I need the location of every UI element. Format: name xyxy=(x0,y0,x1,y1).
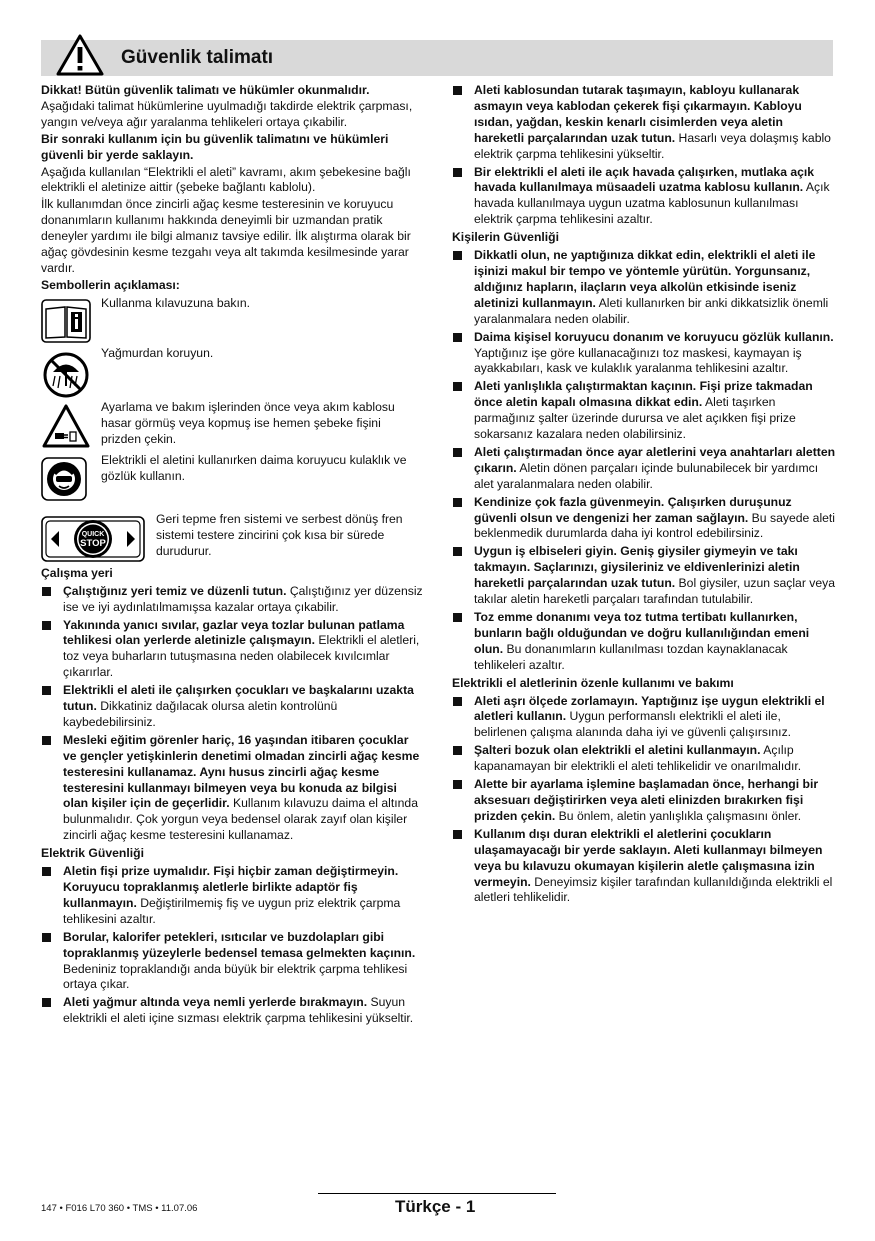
symbol-text: Ayarlama ve bakım işlerinden önce veya akım kablosu hasar görmüş veya kopmuş ise hemen şebeke fişini prizden çekin. xyxy=(101,399,395,446)
list-item: Alette bir ayarlama işlemine başlamadan önce, herhangi bir aksesuarı değiştirirken veya aleti elinizden bırakırken fişi prizden çekin. Bu önlem, aletin yanlışlıkla çalışmasını önler. xyxy=(452,777,836,825)
warning-triangle-icon xyxy=(55,33,105,77)
electrical-safety-heading: Elektrik Güvenliği xyxy=(41,846,144,861)
page-title: Güvenlik talimatı xyxy=(121,47,274,68)
intro-keep-instructions: Bir sonraki kullanım için bu güvenlik talimatını ve hükümleri güvenli bir yerde saklayın. xyxy=(41,131,389,162)
list-item: Kullanım dışı duran elektrikli el aletlerini çocukların ulaşamayacağı bir yerde saklayın. Aleti kullanmayı bilmeyen veya bu kılavuzu okumayan kişilerin aletle çalışmasına izin vermeyin. Deneyimsiz kişiler tarafından kullanıldığında elektrikli el aletleri tehlikelidir. xyxy=(452,827,836,907)
document-code: 147 • F016 L70 360 • TMS • 11.07.06 xyxy=(41,1203,198,1214)
page-language-number: Türkçe - 1 xyxy=(395,1197,476,1216)
list-item: Şalteri bozuk olan elektrikli el aletini kullanmayın. Açılıp kapanamayan bir elektrikli el aleti tehlikelidir ve onarılmalıdır. xyxy=(452,743,836,775)
list-item: Kendinize çok fazla güvenmeyin. Çalışırken duruşunuz güvenli olsun ve dengenizi her zaman sağlayın. Bu sayede aleti beklenmedik durumlarda daha iyi kontrol edebilirsiniz. xyxy=(452,495,836,543)
symbols-heading: Sembollerin açıklaması: xyxy=(41,277,180,292)
symbol-row xyxy=(41,400,423,451)
list-item: Çalıştığınız yeri temiz ve düzenli tutun. Çalıştığınız yer düzensiz ise ve iyi aydınlatılmamışsa kazalar ortaya çıkabilir. xyxy=(41,584,423,616)
section-header xyxy=(41,40,833,76)
intro-warning: Dikkat! Bütün güvenlik talimatı ve hükümler okunmalıdır. Aşağıdaki talimat hükümlerine uyulmadığı takdirde elektrik çarpması, yangın ve/veya ağır yaralanma tehlikeleri ortaya çıkabilir. xyxy=(41,83,413,129)
quick-label: QUICK xyxy=(81,530,105,538)
symbol-text: Geri tepme fren sistemi ve serbest dönüş fren sistemi testere zincirini çok kısa bir sürede durudurur. xyxy=(156,511,403,558)
unplug-warning-icon xyxy=(41,403,91,449)
symbol-row xyxy=(41,453,423,510)
list-item: Daima kişisel koruyucu donanım ve koruyucu gözlük kullanın. Yaptığınız işe göre kullanacağınızı toz maskesi, kaymayan iş ayakkabıları, kask ve kulaklık yaralanma tehlikesini azaltır. xyxy=(452,330,836,378)
intro-definition: Aşağıda kullanılan “Elektrikli el aleti” kavramı, akım şebekesine bağlı elektrikli el aletinize aittir (şebeke bağlantı kablolu). xyxy=(41,164,411,195)
list-item: Bir elektrikli el aleti ile açık havada çalışırken, mutlaka açık havada kullanılmaya müsaadeli uzatma kablosu kullanın. Açık havada kullanılmaya uygun uzatma kablosunun kullanılması elektrik çarpma tehlikesini azaltır. xyxy=(452,165,836,229)
left-column xyxy=(41,83,423,1029)
symbol-text: Yağmurdan koruyun. xyxy=(101,345,214,360)
symbol-row xyxy=(41,346,423,398)
footer-divider xyxy=(318,1193,556,1194)
list-item: Mesleki eğitim görenler hariç, 16 yaşından itibaren çocuklar ve gençler yetişkinlerin denetimi olmadan zincirli ağaç kesme testeresini kullanamaz. Aynı husus zincirli ağaç kesme testeresini kullanmayı bilmeyen veya bu konuda az bilgisi olan kişiler için de geçerlidir. Kullanım kılavuzu daima el altında bulunmalıdır. Çok yorgun veya bedensel olarak zayıf olan kişiler zincirli ağaç kesme testeresini kullanamaz. xyxy=(41,733,423,844)
tool-care-heading: Elektrikli el aletlerinin özenle kullanımı ve bakımı xyxy=(452,675,734,690)
quick-stop-icon xyxy=(41,516,145,562)
right-column xyxy=(452,83,836,908)
list-item: Toz emme donanımı veya toz tutma tertibatı kullanırken, bunların bağlı olduğundan ve doğru kullanılığından emeni olun. Bu donanımların kullanılması tozdan kaynaklanacak tehlikeleri azaltır. xyxy=(452,610,836,674)
list-item: Elektrikli el aleti ile çalışırken çocukları ve başkalarını uzakta tutun. Dikkatiniz dağılacak olursa aletin kontrolünü kaybedebilirsiniz. xyxy=(41,683,423,731)
intro-training: İlk kullanımdan önce zincirli ağaç kesme testeresinin ve koruyucu donanımların kullanımı hakkında deneyimli bir uzmandan pratik deneyler yardımı ile bilgi almanız tavsiye edilir. İlk alıştırma olarak bir ağaç gövdesinin kesme tezgahı veya alt takımda kesilmesinde yarar vardır. xyxy=(41,197,411,275)
personal-safety-heading: Kişilerin Güvenliği xyxy=(452,230,560,245)
symbol-text: Kullanma kılavuzuna bakın. xyxy=(101,295,251,310)
list-item: Aleti yağmur altında veya nemli yerlerde bırakmayın. Suyun elektrikli el aleti içine sızması elektrik çarpma tehlikesini yükseltir. xyxy=(41,995,423,1027)
stop-label: STOP xyxy=(80,537,106,549)
list-item: Dikkatli olun, ne yaptığınıza dikkat edin, elektrikli el aleti ile işinizi makul bir tempo ve yöntemle yürütün. Yorgunsanız, aldığınız hapların, ilaçların veya alkolün etkisinde iseniz aletinizi kullanmayın. Aleti kullanırken bir anki dikkatsizlik önemli yaralanmalara neden olabilir. xyxy=(452,248,836,328)
list-item: Aleti yanlışlıkla çalıştırmaktan kaçının. Fişi prize takmadan önce aletin kapalı olmasına dikkat edin. Aleti taşırken parmağınız şalter üzerinde durursa ve alet açıkken fişi prize sokarsanız kazalara neden olabilirsiniz. xyxy=(452,379,836,443)
list-item: Yakınında yanıcı sıvılar, gazlar veya tozlar bulunan patlama tehlikesi olan yerlerde aletinizle çalışmayın. Elektrikli el aletleri, toz veya buharların tutuşmasına neden olabilecek kıvılcımlar çıkarırlar. xyxy=(41,618,423,682)
list-item: Borular, kalorifer petekleri, ısıtıcılar ve buzdolapları gibi topraklanmış yüzeylerle bedensel temasa gelmekten kaçının. Bedeniniz topraklandığı anda büyük bir elektrik çarpma tehlikesi ortaya çıkar. xyxy=(41,930,423,994)
manual-icon xyxy=(41,299,91,343)
ear-eye-protection-icon xyxy=(41,457,87,501)
list-item: Aleti aşrı ölçede zorlamayın. Yaptığınız işe uygun elektrikli el aletleri kullanın. Uygun performanslı elektrikli el aleti ile, belirlenen çalışma alanında daha iyi ve güvenli çalışırsınız. xyxy=(452,694,836,742)
list-item: Aleti çalıştırmadan önce ayar aletlerini veya anahtarları aletten çıkarın. Aletin dönen parçaları içinde bulunabilecek bir yardımcı alet yaralanmalara neden olabilir. xyxy=(452,445,836,493)
symbol-row xyxy=(41,296,423,344)
rain-protection-icon xyxy=(41,352,91,398)
symbol-text: Elektrikli el aletini kullanırken daima koruyucu kulaklık ve gözlük kullanın. xyxy=(101,452,407,483)
symbol-row xyxy=(41,512,423,564)
list-item: Uygun iş elbiseleri giyin. Geniş giysiler giymeyin ve takı takmayın. Saçlarınızı, giysileriniz ve eldivenlerinizi aletin hareketli parçalarından uzak tutun. Bol giysiler, uzun saçlar veya takılar aletin hareketli parçaları tarafından tutulabilir. xyxy=(452,544,836,608)
list-item: Aletin fişi prize uymalıdır. Fişi hiçbir zaman değiştirmeyin. Koruyucu topraklanmış aletlerle birlikte adaptör fiş kullanmayın. Değiştirilmemiş fiş ve uygun priz elektrik çarpma tehlikesini azaltır. xyxy=(41,864,423,928)
list-item: Aleti kablosundan tutarak taşımayın, kabloyu kullanarak asmayın veya kablodan çekerek fişi çıkarmayın. Kabloyu ısıdan, yağdan, keskin kenarlı cisimlerden veya aletin hareketli parçalarından uzak tutun. Hasarlı veya dolaşmış kablo elektrik çarpma tehlikesini yükseltir. xyxy=(452,83,836,163)
work-area-heading: Çalışma yeri xyxy=(41,565,113,580)
